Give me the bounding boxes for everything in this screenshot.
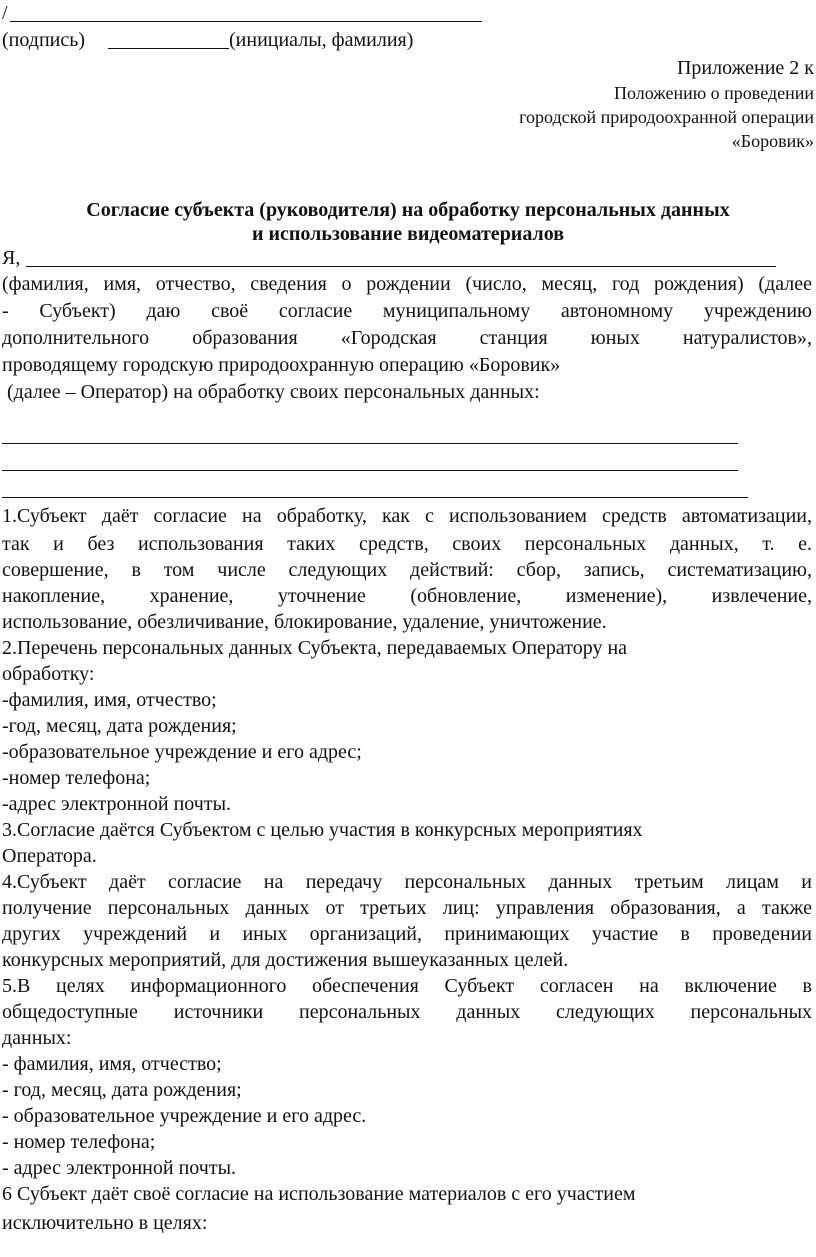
document-title-line-2: и использование видеоматериалов bbox=[251, 223, 565, 245]
appendix-line-2: Положению о проведении bbox=[613, 83, 814, 103]
p1-line-4: накопление, хранение, уточнение (обновление, изменение), извлечение, bbox=[2, 585, 812, 607]
p4-line-1: 4.Субъект даёт согласие на передачу персональных данных третьим лицам и bbox=[2, 871, 812, 893]
signature-blank-line bbox=[108, 48, 229, 49]
blank-line-3 bbox=[2, 497, 748, 498]
p1-line-5: использование, обезличивание, блокирование, удаление, уничтожение. bbox=[2, 611, 607, 633]
p5-list-item: - год, месяц, дата рождения; bbox=[2, 1079, 242, 1101]
document-title-line-1: Согласие субъекта (руководителя) на обработку персональных данных bbox=[86, 199, 730, 221]
p2-line-2: обработку: bbox=[2, 663, 95, 685]
blank-line-1 bbox=[2, 443, 738, 444]
p5-line-1: 5.В целях информационного обеспечения Субъект согласен на включение в bbox=[2, 975, 812, 997]
p5-list-item: - образовательное учреждение и его адрес. bbox=[2, 1105, 367, 1127]
appendix-line-4: «Боровик» bbox=[731, 131, 814, 151]
ya-label: Я, bbox=[2, 247, 21, 269]
p6-line-2: исключительно в целях: bbox=[2, 1212, 208, 1234]
p1-line-1: 1.Субъект даёт согласие на обработку, как с использованием средств автоматизации, bbox=[2, 505, 812, 527]
p5-list-item: - номер телефона; bbox=[2, 1131, 156, 1153]
p4-line-4: конкурсных мероприятий, для достижения вышеуказанных целей. bbox=[2, 949, 569, 971]
p2-line-1: 2.Перечень персональных данных Субъекта, передаваемых Оператору на bbox=[2, 637, 628, 659]
p1-line-2: так и без использования таких средств, своих персональных данных, т. е. bbox=[2, 533, 812, 555]
slash-mark: / bbox=[2, 2, 8, 24]
full-name-blank-line bbox=[26, 266, 776, 267]
intro-line-3: дополнительного образования «Городская станция юных натуралистов», bbox=[2, 327, 812, 349]
appendix-line-1: Приложение 2 к bbox=[676, 57, 814, 79]
p3-line-2: Оператора. bbox=[2, 845, 97, 867]
blank-line-2 bbox=[2, 470, 738, 471]
p4-line-2: получение персональных данных от третьих лиц: управления образования, а также bbox=[2, 897, 812, 919]
p6-line-1: 6 Субъект даёт своё согласие на использование материалов с его участием bbox=[2, 1183, 636, 1205]
p3-line-1: 3.Согласие даётся Субъектом с целью участия в конкурсных мероприятиях bbox=[2, 819, 643, 841]
intro-line-2: - Субъект) даю своё согласие муниципальному автономному учреждению bbox=[2, 300, 812, 322]
p5-list-item: - фамилия, имя, отчество; bbox=[2, 1053, 222, 1075]
p2-list-item: -фамилия, имя, отчество; bbox=[2, 689, 217, 711]
signature-label: (подпись) bbox=[2, 29, 86, 51]
p2-list-item: -образовательное учреждение и его адрес; bbox=[2, 741, 362, 763]
p2-list-item: -адрес электронной почты. bbox=[2, 793, 232, 815]
appendix-line-3: городской природоохранной операции bbox=[519, 107, 814, 127]
p4-line-3: других учреждений и иных организаций, принимающих участие в проведении bbox=[2, 923, 812, 945]
p5-list-item: - адрес электронной почты. bbox=[2, 1157, 237, 1179]
intro-line-5: (далее – Оператор) на обработку своих персональных данных: bbox=[7, 381, 540, 403]
initials-label: (инициалы, фамилия) bbox=[229, 29, 414, 51]
p1-line-3: совершение, в том числе следующих действий: сбор, запись, систематизацию, bbox=[2, 559, 812, 581]
p2-list-item: -номер телефона; bbox=[2, 767, 151, 789]
intro-line-4: проводящему городскую природоохранную операцию «Боровик» bbox=[2, 354, 561, 376]
intro-line-1: (фамилия, имя, отчество, сведения о рождении (число, месяц, год рождения) (далее bbox=[2, 273, 812, 295]
p5-line-2: общедоступные источники персональных данных следующих персональных bbox=[2, 1001, 812, 1023]
p2-list-item: -год, месяц, дата рождения; bbox=[2, 715, 237, 737]
signature-underline bbox=[10, 21, 482, 22]
p5-line-3: данных: bbox=[2, 1027, 72, 1049]
